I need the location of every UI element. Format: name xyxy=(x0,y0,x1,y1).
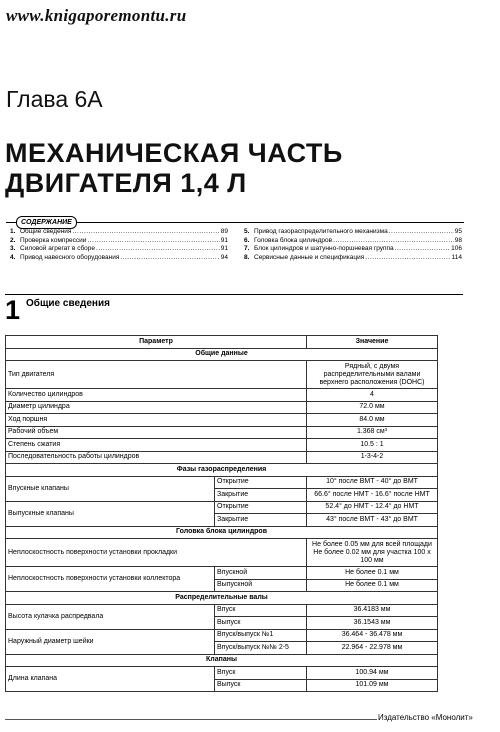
toc-item-text: Блок цилиндров и шатунно-поршневая группа xyxy=(254,245,394,252)
table-row xyxy=(6,629,438,642)
toc-item-page: 95 xyxy=(454,228,462,235)
toc-leader xyxy=(72,228,219,237)
table-row xyxy=(6,361,438,389)
param-cell: Высота кулачка распредвала xyxy=(6,604,215,629)
section-general: Общие данные xyxy=(6,348,438,361)
value-cell: Не более 0.05 мм для всей площади Не более 0.02 мм для участка 100 х 100 мм xyxy=(307,539,438,567)
subparam-cell: Открытие xyxy=(215,476,307,489)
param-cell: Неплоскостность поверхности установки коллектора xyxy=(6,567,215,592)
toc-column-left xyxy=(10,228,228,262)
toc-leader xyxy=(120,254,219,263)
toc-item[interactable] xyxy=(244,228,462,237)
toc-item-num: 4. xyxy=(10,253,16,261)
title-line-1: МЕХАНИЧЕСКАЯ ЧАСТЬ xyxy=(5,138,343,168)
toc-item-page: 114 xyxy=(451,253,462,261)
toc-item-page: 94 xyxy=(220,253,228,261)
param-cell: Ход поршня xyxy=(6,414,307,427)
value-cell: 1.368 см³ xyxy=(307,426,438,439)
value-cell: 72.0 мм xyxy=(307,401,438,414)
toc-item[interactable] xyxy=(244,245,462,254)
table-row xyxy=(6,451,438,464)
section-heading xyxy=(5,294,463,323)
footer-rule xyxy=(5,719,377,720)
value-cell: 100.94 мм xyxy=(307,667,438,680)
subparam-cell: Впуск xyxy=(215,604,307,617)
value-cell: 10.5 : 1 xyxy=(307,439,438,452)
table-row xyxy=(6,401,438,414)
value-cell: 36.1543 мм xyxy=(307,617,438,630)
param-cell: Впускные клапаны xyxy=(6,476,215,501)
value-cell: 43° после ВМТ - 43° до ВМТ xyxy=(307,514,438,527)
value-cell: 66.6° после НМТ - 16.6° после НМТ xyxy=(307,489,438,502)
table-row xyxy=(6,539,438,567)
toc-item-text: Привод навесного оборудования xyxy=(20,253,120,261)
subparam-cell: Закрытие xyxy=(215,489,307,502)
toc-item-text: Головка блока цилиндров xyxy=(254,236,333,244)
toc-item-num: 2. xyxy=(10,236,16,244)
subparam-cell: Впуск xyxy=(215,667,307,680)
value-cell: Не более 0.1 мм xyxy=(307,579,438,592)
toc-item-text: Общие сведения xyxy=(20,228,72,235)
toc-leader xyxy=(395,245,450,254)
title-line-2: ДВИГАТЕЛЯ 1,4 Л xyxy=(5,168,247,198)
toc-leader xyxy=(87,237,219,246)
value-cell: 22.964 - 22.978 мм xyxy=(307,642,438,655)
table-row xyxy=(6,567,438,580)
value-cell: Не более 0.1 мм xyxy=(307,567,438,580)
table-section-row xyxy=(6,592,438,605)
value-cell: 36.464 - 36.478 мм xyxy=(307,629,438,642)
section-valves: Клапаны xyxy=(6,654,438,667)
publisher-label: Издательство «Монолит» xyxy=(378,713,473,722)
value-cell: 1-3-4-2 xyxy=(307,451,438,464)
table-row xyxy=(6,667,438,680)
param-cell: Последовательность работы цилиндров xyxy=(6,451,307,464)
toc-item[interactable] xyxy=(244,254,462,263)
toc-leader xyxy=(389,228,454,237)
toc-label: СОДЕРЖАНИЕ xyxy=(16,216,77,229)
table-row xyxy=(6,501,438,514)
value-cell: 84.0 мм xyxy=(307,414,438,427)
param-cell: Длина клапана xyxy=(6,667,215,692)
table-section-row xyxy=(6,654,438,667)
page-title xyxy=(5,138,485,198)
toc-leader xyxy=(96,245,220,254)
header-value: Значение xyxy=(307,336,438,349)
value-cell: 101.09 мм xyxy=(307,679,438,692)
subparam-cell: Закрытие xyxy=(215,514,307,527)
toc-item-num: 1. xyxy=(10,228,16,235)
param-cell: Выпускные клапаны xyxy=(6,501,215,526)
value-cell: Рядный, с двумя распределительными валами верхнего расположения (DOHC) xyxy=(307,361,438,389)
table-of-contents xyxy=(6,218,464,264)
toc-item[interactable] xyxy=(244,237,462,246)
watermark-url: www.knigaporemontu.ru xyxy=(6,6,187,25)
value-cell: 10° после ВМТ - 40° до ВМТ xyxy=(307,476,438,489)
toc-item-num: 8. xyxy=(244,253,250,261)
subparam-cell: Впуск/выпуск №1 xyxy=(215,629,307,642)
table-row xyxy=(6,604,438,617)
toc-item-page: 98 xyxy=(454,236,462,244)
subparam-cell: Выпуск xyxy=(215,679,307,692)
table-row xyxy=(6,476,438,489)
param-cell: Тип двигателя xyxy=(6,361,307,389)
toc-item-page: 106 xyxy=(451,245,462,252)
table-section-row xyxy=(6,348,438,361)
subparam-cell: Выпускной xyxy=(215,579,307,592)
toc-item-num: 6. xyxy=(244,236,250,244)
subparam-cell: Открытие xyxy=(215,501,307,514)
table-section-row xyxy=(6,526,438,539)
toc-item[interactable] xyxy=(10,245,228,254)
toc-item-text: Сервисные данные и спецификация xyxy=(254,253,365,261)
section-timing: Фазы газораспределения xyxy=(6,464,438,477)
toc-item-text: Проверка компрессии xyxy=(20,236,87,244)
toc-item[interactable] xyxy=(10,254,228,263)
subparam-cell: Впускной xyxy=(215,567,307,580)
toc-leader xyxy=(333,237,454,246)
table-row xyxy=(6,426,438,439)
section-number: 1 xyxy=(5,295,21,325)
toc-item-page: 89 xyxy=(220,228,228,235)
value-cell: 36.4183 мм xyxy=(307,604,438,617)
param-cell: Наружный диаметр шейки xyxy=(6,629,215,654)
toc-item-num: 5. xyxy=(244,228,250,235)
table-row xyxy=(6,414,438,427)
toc-item-num: 7. xyxy=(244,245,250,252)
param-cell: Рабочий объем xyxy=(6,426,307,439)
toc-item-page: 91 xyxy=(220,245,228,252)
toc-item-num: 3. xyxy=(10,245,16,252)
toc-column-right xyxy=(244,228,462,262)
section-title: Общие сведения xyxy=(26,298,110,309)
toc-item-text: Привод газораспределительного механизма xyxy=(254,228,388,235)
param-cell: Диаметр цилиндра xyxy=(6,401,307,414)
param-cell: Количество цилиндров xyxy=(6,389,307,402)
spec-table xyxy=(5,335,438,692)
header-param: Параметр xyxy=(6,336,307,349)
param-cell: Степень сжатия xyxy=(6,439,307,452)
param-cell: Неплоскостность поверхности установки прокладки xyxy=(6,539,307,567)
table-row xyxy=(6,389,438,402)
toc-leader xyxy=(365,254,450,263)
value-cell: 52.4° до НМТ - 12.4° до НМТ xyxy=(307,501,438,514)
toc-item[interactable] xyxy=(10,237,228,246)
subparam-cell: Выпуск xyxy=(215,617,307,630)
chapter-label: Глава 6А xyxy=(6,86,103,112)
toc-item[interactable] xyxy=(10,228,228,237)
section-head: Головка блока цилиндров xyxy=(6,526,438,539)
section-cams: Распределительные валы xyxy=(6,592,438,605)
toc-item-page: 91 xyxy=(220,236,228,244)
subparam-cell: Впуск/выпуск №№ 2-5 xyxy=(215,642,307,655)
table-section-row xyxy=(6,464,438,477)
table-row xyxy=(6,439,438,452)
value-cell: 4 xyxy=(307,389,438,402)
table-header-row xyxy=(6,336,438,349)
toc-item-text: Силовой агрегат в сборе xyxy=(20,245,96,252)
